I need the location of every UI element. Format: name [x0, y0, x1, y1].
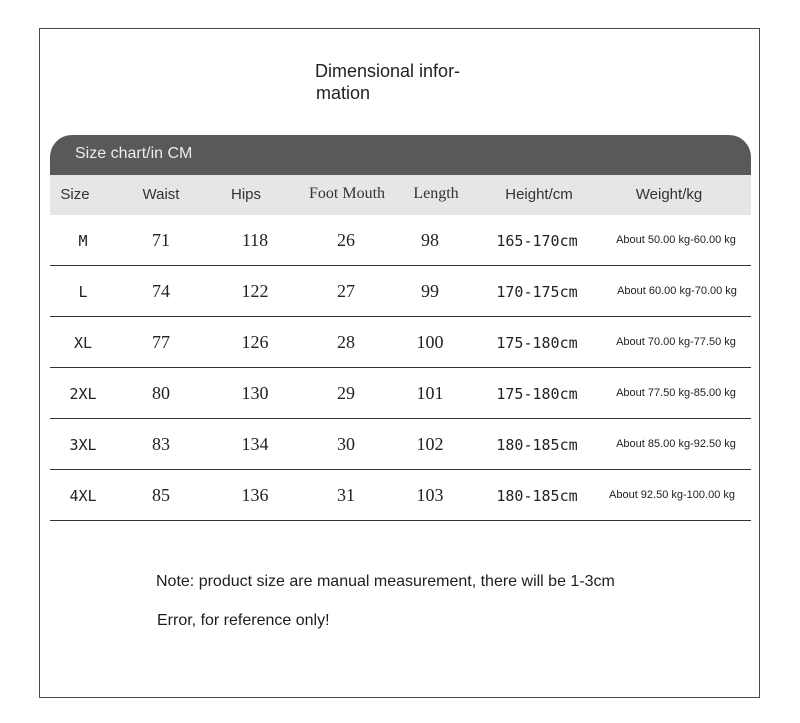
- cell-weight: About 70.00 kg-77.50 kg: [616, 336, 736, 348]
- cell-waist: 85: [152, 485, 170, 505]
- cell-length: 103: [416, 485, 444, 505]
- cell-weight: About 92.50 kg-100.00 kg: [609, 489, 735, 501]
- page-title: [315, 60, 515, 104]
- cell-hips: 136: [241, 485, 269, 505]
- cell-size: XL: [73, 334, 93, 352]
- column-header-foot-mouth: Foot Mouth: [308, 185, 386, 202]
- cell-foot-mouth: 29: [337, 383, 355, 403]
- title-line-1: Dimensional infor-: [315, 61, 461, 81]
- cell-length: 100: [416, 332, 444, 352]
- cell-hips: 118: [241, 230, 269, 250]
- cell-hips: 134: [241, 434, 269, 454]
- cell-foot-mouth: 31: [337, 485, 355, 505]
- cell-waist: 77: [152, 332, 170, 352]
- table-row: [50, 470, 751, 521]
- cell-waist: 71: [152, 230, 170, 250]
- size-chart-header: [50, 135, 751, 175]
- cell-hips: 122: [241, 281, 269, 301]
- cell-size: M: [78, 232, 88, 250]
- column-header-hips: Hips: [230, 186, 262, 203]
- cell-hips: 130: [241, 383, 269, 403]
- cell-weight: About 77.50 kg-85.00 kg: [616, 387, 736, 399]
- cell-length: 98: [421, 230, 439, 250]
- column-header-row: [50, 175, 751, 215]
- cell-weight: About 85.00 kg-92.50 kg: [616, 438, 736, 450]
- table-row: [50, 317, 751, 368]
- column-header-weight: Weight/kg: [635, 186, 703, 203]
- cell-height: 175-180cm: [496, 385, 578, 403]
- table-row: [50, 266, 751, 317]
- cell-weight: About 50.00 kg-60.00 kg: [616, 234, 736, 246]
- cell-length: 101: [416, 383, 444, 403]
- cell-size: 3XL: [69, 436, 97, 454]
- cell-waist: 74: [152, 281, 170, 301]
- note-line-1: Note: product size are manual measurement, there will be 1-3cm: [156, 573, 615, 590]
- size-chart-header-label: Size chart/in CM: [75, 145, 193, 162]
- cell-hips: 126: [241, 332, 269, 352]
- cell-height: 165-170cm: [496, 232, 578, 250]
- column-header-height: Height/cm: [505, 186, 573, 203]
- cell-foot-mouth: 28: [337, 332, 355, 352]
- cell-length: 102: [416, 434, 444, 454]
- cell-size: 2XL: [69, 385, 97, 403]
- table-row: [50, 419, 751, 470]
- cell-waist: 80: [152, 383, 170, 403]
- cell-height: 175-180cm: [496, 334, 578, 352]
- cell-height: 180-185cm: [496, 487, 578, 505]
- cell-height: 170-175cm: [496, 283, 578, 301]
- cell-foot-mouth: 30: [337, 434, 355, 454]
- cell-foot-mouth: 27: [337, 281, 355, 301]
- column-header-waist: Waist: [142, 186, 180, 203]
- cell-length: 99: [421, 281, 439, 301]
- cell-foot-mouth: 26: [337, 230, 355, 250]
- cell-height: 180-185cm: [496, 436, 578, 454]
- cell-waist: 83: [152, 434, 170, 454]
- table-row: [50, 368, 751, 419]
- title-line-2: mation: [316, 83, 371, 103]
- column-header-length: Length: [413, 185, 459, 202]
- table-row: [50, 215, 751, 266]
- cell-weight: About 60.00 kg-70.00 kg: [617, 285, 737, 297]
- cell-size: L: [78, 283, 88, 301]
- size-table: [50, 215, 751, 521]
- cell-size: 4XL: [69, 487, 97, 505]
- note-line-2: Error, for reference only!: [157, 612, 330, 629]
- column-header-size: Size: [60, 186, 90, 203]
